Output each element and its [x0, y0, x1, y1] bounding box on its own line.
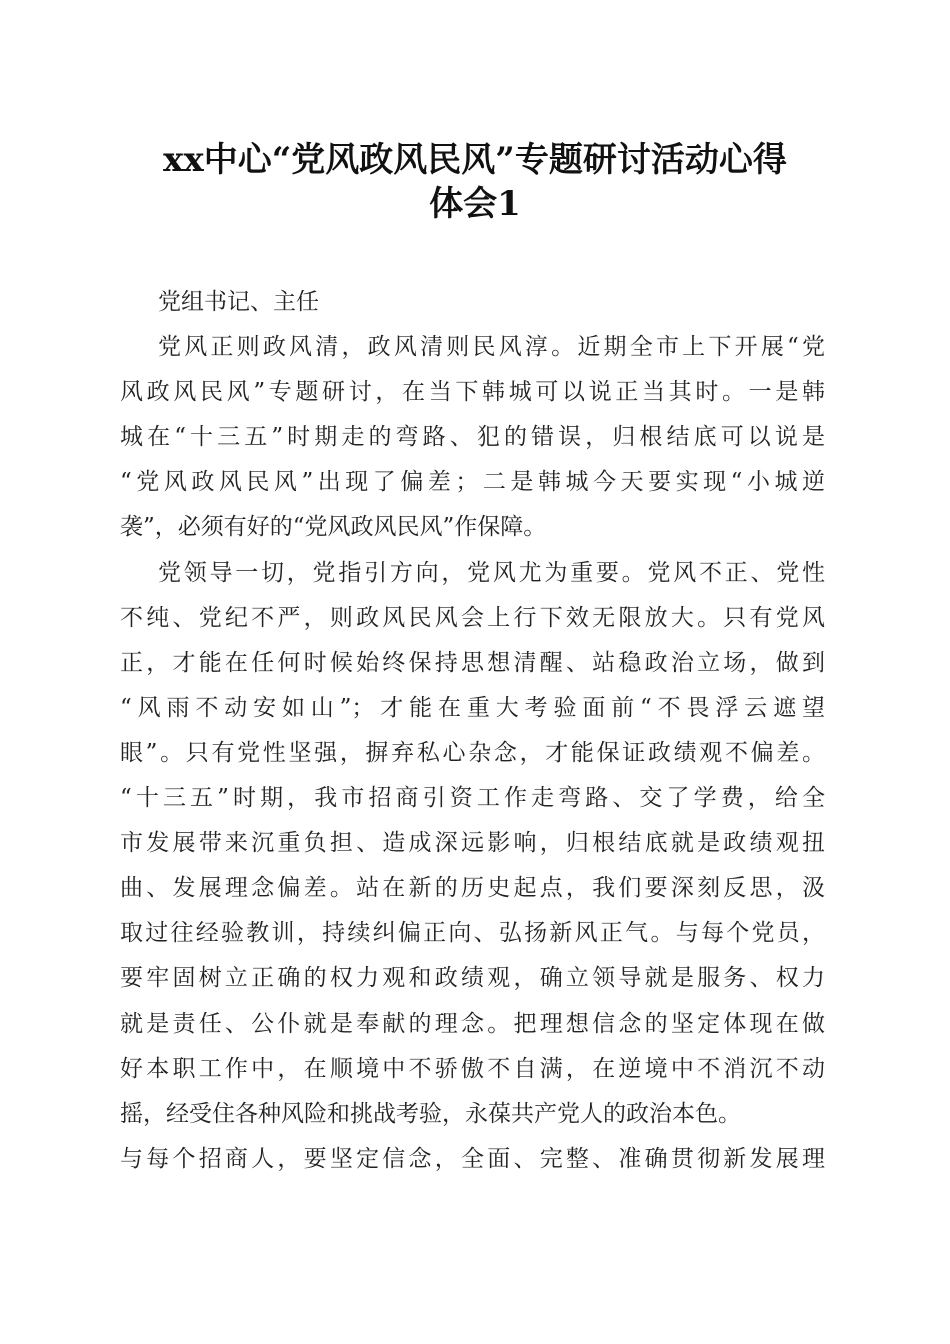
- paragraph-line: 曲、发展理念偏差。站在新的历史起点，我们要深刻反思，汲: [120, 875, 825, 902]
- document-title-line-2: 体会1: [429, 184, 521, 224]
- paragraph-line: 与每个招商人，要坚定信念，全面、完整、准确贯彻新发展理: [120, 1145, 825, 1172]
- document-body: [120, 280, 825, 1182]
- author-line: 党组书记、主任: [158, 289, 319, 315]
- paragraph-line: 眼”。只有党性坚强，摒弃私心杂念，才能保证政绩观不偏差。: [120, 739, 825, 766]
- paragraph-line: 正，才能在任何时候始终保持思想清醒、站稳政治立场，做到: [120, 649, 825, 676]
- paragraph-line: 党领导一切，党指引方向，党风尤为重要。党风不正、党性: [158, 559, 825, 586]
- paragraph-line: 取过往经验教训，持续纠偏正向、弘扬新风正气。与每个党员，: [120, 920, 825, 947]
- paragraph-line: 摇，经受住各种风险和挑战考验，永葆共产党人的政治本色。: [120, 1100, 741, 1127]
- paragraph-line: 市发展带来沉重负担、造成深远影响，归根结底就是政绩观扭: [120, 830, 825, 857]
- paragraph-line: “风雨不动安如山”；才能在重大考验面前“不畏浮云遮望: [120, 694, 825, 721]
- paragraph-line: 城在“十三五”时期走的弯路、犯的错误，归根结底可以说是: [120, 424, 825, 451]
- paragraph-line: 党风正则政风清，政风清则民风淳。近期全市上下开展“党: [158, 334, 825, 361]
- paragraph-line: 袭”，必须有好的“党风政风民风”作保障。: [120, 514, 547, 541]
- document-title-line-1: xx中心“党风政风民风”专题研讨活动心得: [163, 140, 787, 180]
- paragraph-line: 好本职工作中，在顺境中不骄傲不自满，在逆境中不消沉不动: [120, 1055, 825, 1082]
- paragraph-line: “十三五”时期，我市招商引资工作走弯路、交了学费，给全: [120, 785, 825, 812]
- paragraph-line: 不纯、党纪不严，则政风民风会上行下效无限放大。只有党风: [120, 604, 825, 631]
- paragraph-line: “党风政风民风”出现了偏差；二是韩城今天要实现“小城逆: [120, 469, 825, 496]
- paragraph-line: 风政风民风”专题研讨，在当下韩城可以说正当其时。一是韩: [120, 379, 825, 406]
- paragraph-line: 要牢固树立正确的权力观和政绩观，确立领导就是服务、权力: [120, 965, 825, 992]
- paragraph-line: 就是责任、公仆就是奉献的理念。把理想信念的坚定体现在做: [120, 1010, 825, 1037]
